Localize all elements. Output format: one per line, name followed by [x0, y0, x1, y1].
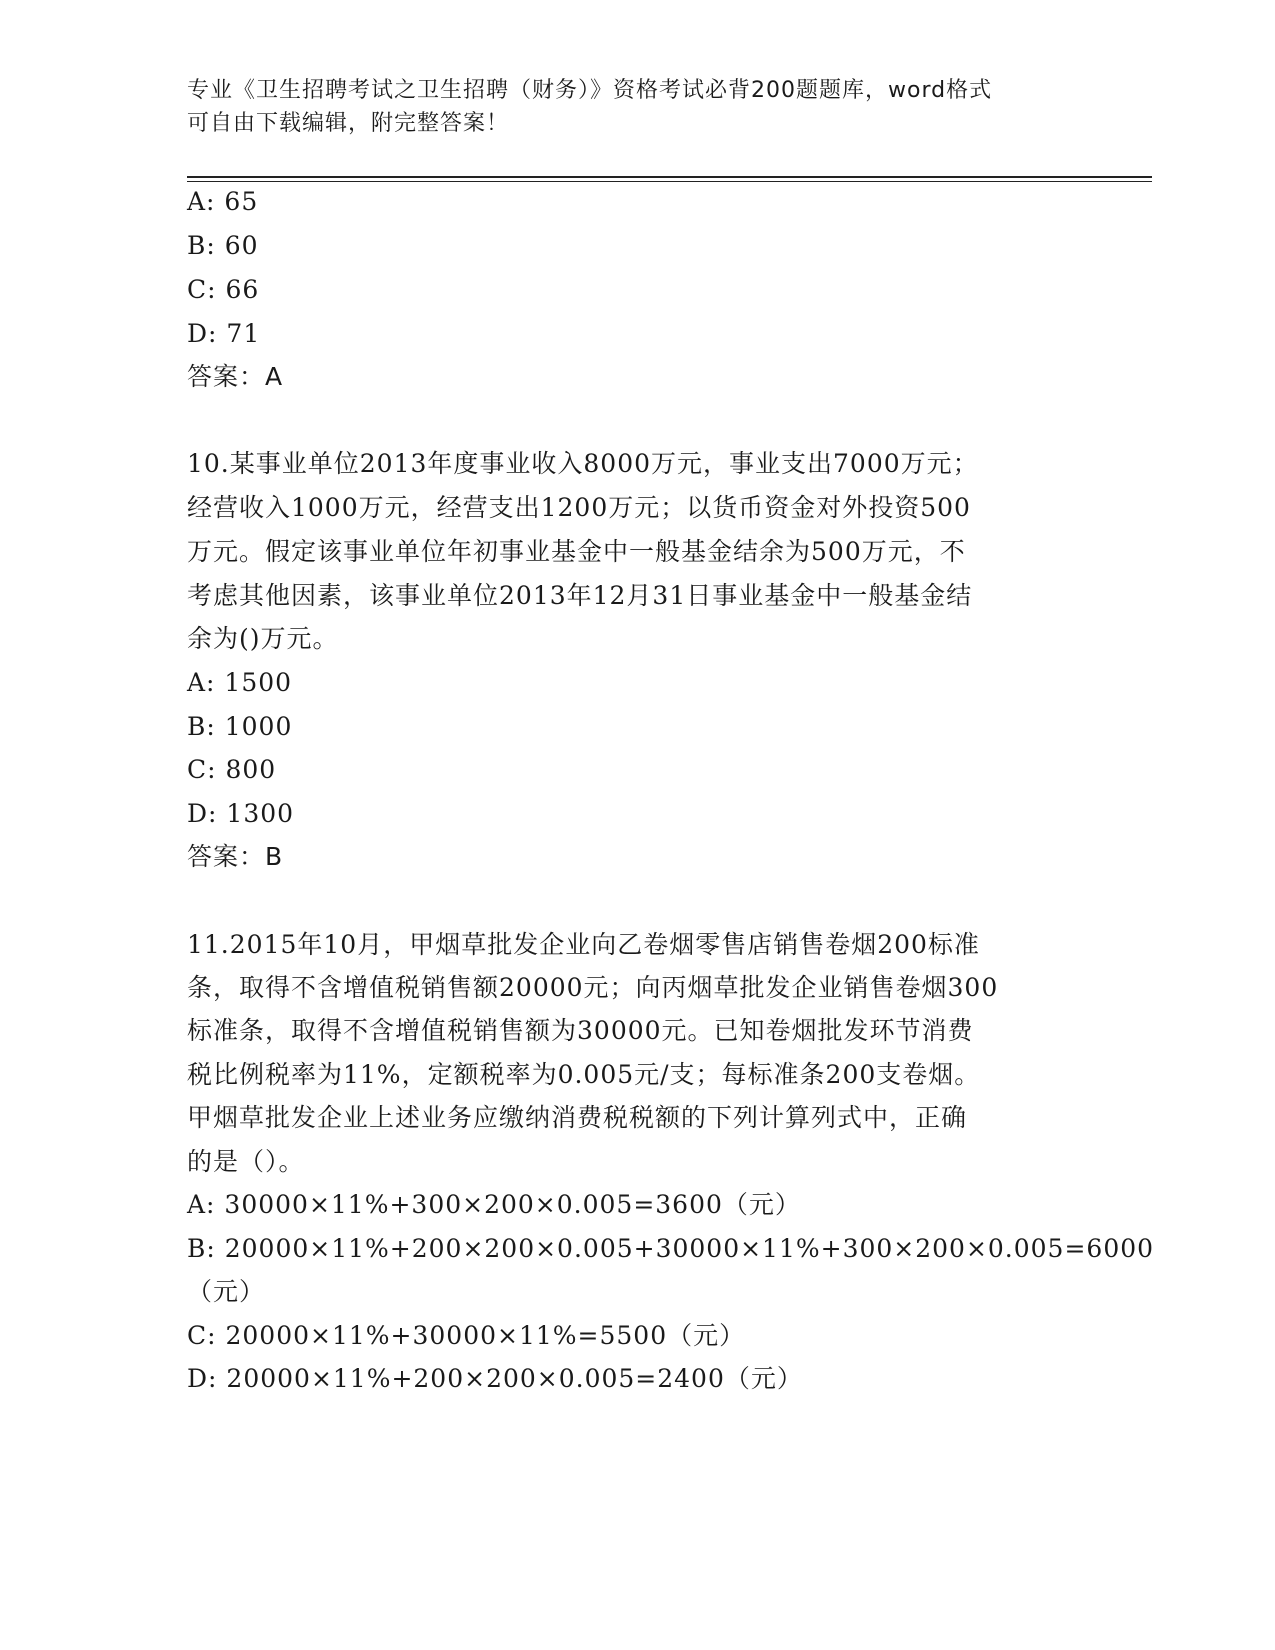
q11-option-c: C: 20000×11%+30000×11%=5500（元）	[187, 1321, 746, 1350]
q10-answer: 答案：B	[187, 842, 284, 871]
q9-answer: 答案：A	[187, 362, 284, 391]
q9-option-a: A: 65	[187, 187, 259, 216]
q10-option-a: A: 1500	[187, 668, 293, 697]
q10-option-c: C: 800	[187, 755, 277, 784]
q11-option-a: A: 30000×11%+300×200×0.005=3600（元）	[187, 1190, 801, 1219]
q11-text-line: 标准条，取得不含增值税销售额为30000元。已知卷烟批发环节消费	[187, 1016, 974, 1045]
q11-text-line: 税比例税率为11%，定额税率为0.005元/支；每标准条200支卷烟。	[187, 1060, 981, 1089]
q10-text-line: 余为()万元。	[187, 624, 339, 653]
header-divider-thick	[187, 176, 1152, 178]
q11-text-line: 的是（）。	[187, 1147, 305, 1176]
q11-option-d: D: 20000×11%+200×200×0.005=2400（元）	[187, 1364, 803, 1393]
document-header	[187, 74, 1087, 140]
q11-text-line: 11.2015年10月，甲烟草批发企业向乙卷烟零售店销售卷烟200标准	[187, 930, 980, 959]
q9-option-d: D: 71	[187, 319, 261, 348]
q10-text-line: 经营收入1000万元，经营支出1200万元；以货币资金对外投资500	[187, 493, 971, 522]
q10-option-d: D: 1300	[187, 799, 295, 828]
q10-text-line: 10.某事业单位2013年度事业收入8000万元，事业支出7000万元；	[187, 449, 979, 478]
q10-option-b: B: 1000	[187, 712, 293, 741]
header-line: 专业《卫生招聘考试之卫生招聘（财务）》资格考试必背200题题库，word格式	[187, 78, 993, 103]
header-line: 可自由下载编辑，附完整答案！	[187, 111, 510, 136]
q10-text-line: 考虑其他因素，该事业单位2013年12月31日事业基金中一般基金结	[187, 581, 973, 610]
q9-option-b: B: 60	[187, 231, 259, 260]
q9-option-c: C: 66	[187, 275, 260, 304]
q11-text-line: 甲烟草批发企业上述业务应缴纳消费税税额的下列计算列式中，正确	[187, 1103, 968, 1132]
header-divider-thin	[187, 181, 1152, 182]
q11-option-b: B: 20000×11%+200×200×0.005+30000×11%+300×200×0.005=6000	[187, 1234, 1155, 1263]
q11-option-b-continued: （元）	[187, 1277, 266, 1306]
q10-text-line: 万元。假定该事业单位年初事业基金中一般基金结余为500万元，不	[187, 537, 966, 566]
q11-text-line: 条，取得不含增值税销售额20000元；向丙烟草批发企业销售卷烟300	[187, 973, 999, 1002]
